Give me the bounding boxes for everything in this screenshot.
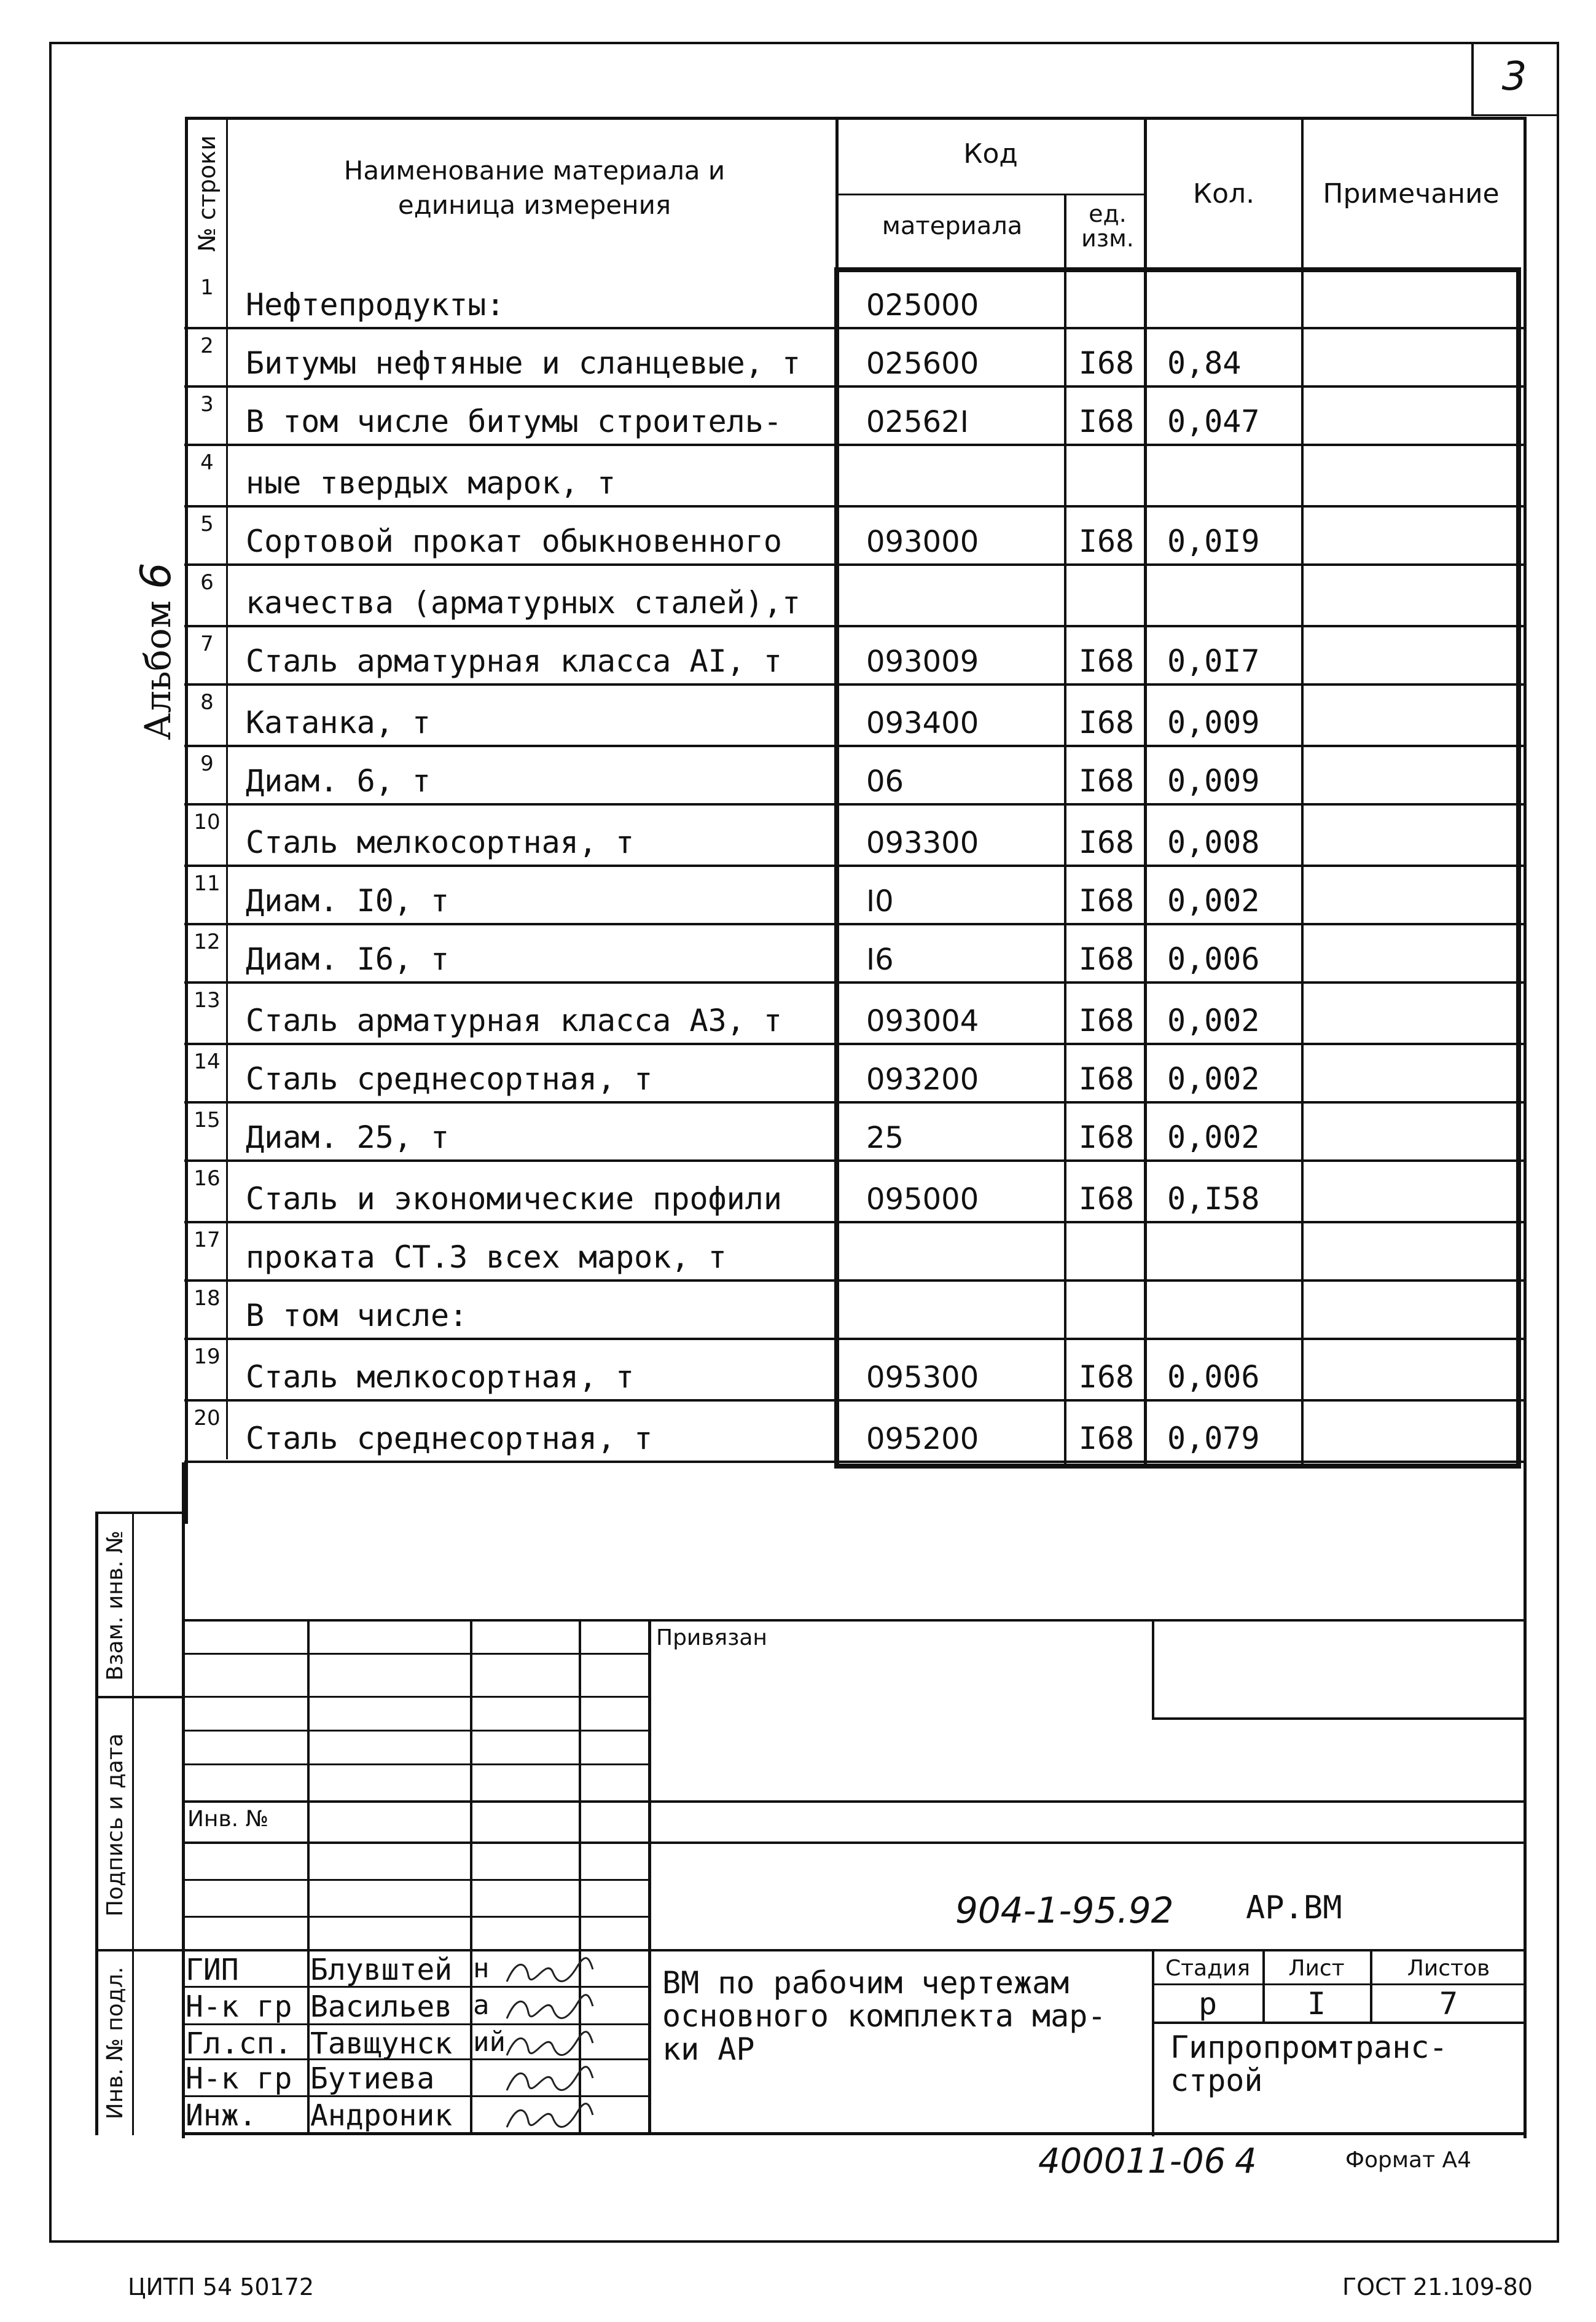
signature-scribble (504, 2028, 596, 2061)
row-n: 14 (194, 1049, 221, 1074)
privyazan-label: Привязан (656, 1625, 767, 1650)
row-qty: 0,I58 (1167, 1181, 1260, 1217)
row-name: Сортовой прокат обыкновенного (246, 524, 782, 559)
row-n: 12 (194, 930, 221, 954)
row-name: В том числе битумы строитель- (246, 404, 782, 439)
row-n: 10 (194, 810, 221, 834)
sign-name_suffix: а (473, 1990, 490, 2021)
row-n: 3 (200, 392, 214, 417)
row-unit: I68 (1078, 1181, 1135, 1217)
row-n: 4 (200, 450, 214, 475)
sign-names: Блувштей (310, 1953, 453, 1987)
header-note: Примечание (1323, 178, 1500, 210)
row-name: Сталь мелкосортная, т (246, 1359, 635, 1395)
row-name: Нефтепродукты: (246, 287, 505, 323)
row-qty: 0,009 (1167, 705, 1260, 740)
row-name: В том числе: (246, 1298, 468, 1333)
inv-no-label: Инв. № (187, 1806, 269, 1832)
row-code: 095300 (866, 1360, 979, 1395)
header-code-unit: ед. изм. (1081, 200, 1134, 252)
signature-scribble (504, 2100, 596, 2133)
page-number: 3 (1501, 54, 1527, 100)
row-unit: I68 (1078, 643, 1135, 679)
row-n: 2 (200, 334, 214, 358)
row-n: 7 (200, 632, 214, 656)
row-n: 17 (194, 1228, 221, 1252)
row-name: Сталь арматурная класса AI, т (246, 643, 782, 679)
album-label: Альбом 6 (132, 562, 181, 740)
row-n: 15 (194, 1108, 221, 1132)
row-name: Диам. 25, т (246, 1120, 450, 1155)
sheets-value: 7 (1439, 1986, 1458, 2022)
signature-scribble (504, 2063, 596, 2096)
row-unit: I68 (1078, 883, 1135, 919)
row-code: 093009 (866, 645, 979, 679)
row-unit: I68 (1078, 941, 1135, 977)
row-n: 5 (200, 512, 214, 536)
sign-names: Тавщунск (310, 2026, 453, 2061)
row-unit: I68 (1078, 1120, 1135, 1155)
doc-code: АР.ВМ (1246, 1889, 1342, 1926)
row-name: Сталь среднесортная, т (246, 1421, 653, 1456)
row-code: 093000 (866, 525, 979, 559)
sign-names: Васильев (310, 1990, 453, 2024)
header-row-no: № строки (194, 135, 221, 252)
row-unit: I68 (1078, 345, 1135, 381)
stage-label: Стадия (1165, 1956, 1251, 1981)
header-qty: Кол. (1192, 178, 1255, 210)
row-unit: I68 (1078, 1061, 1135, 1097)
signature-scribble (504, 1991, 596, 2025)
row-code: 02562I (866, 405, 969, 439)
row-name: Диам. I6, т (246, 941, 450, 977)
row-qty: 0,006 (1167, 1359, 1260, 1395)
row-name: Битумы нефтяные и сланцевые, т (246, 345, 801, 381)
row-unit: I68 (1078, 404, 1135, 439)
row-n: 1 (200, 275, 214, 300)
row-name: Сталь среднесортная, т (246, 1061, 653, 1097)
archive-number: 400011-06 (1038, 2141, 1226, 2181)
row-name: Диам. I0, т (246, 883, 450, 919)
sheet-value: I (1307, 1986, 1326, 2022)
side-label-inv-podl: Инв. № подл. (103, 1966, 128, 2120)
row-name: ные твердых марок, т (246, 465, 616, 501)
row-qty: 0,002 (1167, 1120, 1260, 1155)
row-n: 16 (194, 1166, 221, 1191)
header-code-material: материала (882, 212, 1023, 240)
sheet-label: Лист (1288, 1956, 1345, 1981)
sign-roles: Н-к гр (186, 1990, 292, 2024)
row-unit: I68 (1078, 1359, 1135, 1395)
row-qty: 0,047 (1167, 404, 1260, 439)
row-qty: 0,009 (1167, 763, 1260, 799)
row-n: 20 (194, 1406, 221, 1430)
row-qty: 0,84 (1167, 345, 1242, 381)
footer-left: ЦИТП 54 50172 (128, 2273, 315, 2300)
row-n: 8 (200, 690, 214, 715)
row-n: 9 (200, 751, 214, 776)
row-name: Сталь мелкосортная, т (246, 825, 635, 860)
row-unit: I68 (1078, 763, 1135, 799)
row-code: 06 (866, 764, 904, 799)
organization: Гипропромтранс- строй (1170, 2030, 1448, 2098)
row-n: 13 (194, 988, 221, 1013)
row-name: Катанка, т (246, 705, 431, 740)
row-qty: 0,008 (1167, 825, 1260, 860)
row-unit: I68 (1078, 705, 1135, 740)
row-unit: I68 (1078, 524, 1135, 559)
sheet-description: ВМ по рабочим чертежам основного комплекта мар- ки АР (662, 1965, 1106, 2067)
row-name: проката СТ.3 всех марок, т (246, 1239, 727, 1275)
footer-right: ГОСТ 21.109-80 (1342, 2273, 1533, 2300)
row-code: 093300 (866, 826, 979, 860)
sheet-mark: 4 (1235, 2141, 1257, 2181)
row-code: 093200 (866, 1062, 979, 1097)
row-name: Диам. 6, т (246, 763, 431, 799)
project-code: 904-1-95.92 (955, 1889, 1174, 1931)
row-qty: 0,0I7 (1167, 643, 1260, 679)
sign-roles: Н-к гр (186, 2061, 292, 2096)
row-qty: 0,002 (1167, 1003, 1260, 1038)
row-code: I0 (866, 884, 894, 919)
row-n: 6 (200, 570, 214, 595)
side-label-vzam-inv: Взам. инв. № (103, 1530, 128, 1681)
row-n: 19 (194, 1344, 221, 1369)
row-qty: 0,0I9 (1167, 524, 1260, 559)
sign-names: Андроник (310, 2098, 453, 2133)
side-label-podpis-data: Подпись и дата (103, 1733, 128, 1917)
row-qty: 0,079 (1167, 1421, 1260, 1456)
sign-name_suffix: ий (473, 2026, 506, 2058)
row-qty: 0,002 (1167, 1061, 1260, 1097)
row-qty: 0,002 (1167, 883, 1260, 919)
sign-names: Бутиева (310, 2061, 435, 2096)
row-code: 025600 (866, 347, 979, 381)
sheets-label: Листов (1407, 1956, 1490, 1981)
row-unit: I68 (1078, 825, 1135, 860)
sign-name_suffix: н (473, 1953, 490, 1984)
row-n: 11 (194, 871, 221, 896)
row-name: Сталь и экономические профили (246, 1181, 782, 1217)
row-n: 18 (194, 1286, 221, 1311)
row-name: Сталь арматурная класса A3, т (246, 1003, 782, 1038)
sign-roles: Инж. (186, 2098, 257, 2133)
header-name: Наименование материала и единица измерения (343, 155, 726, 220)
row-code: 093004 (866, 1004, 979, 1038)
header-code: Код (963, 138, 1018, 170)
row-code: 095200 (866, 1422, 979, 1456)
row-code: 025000 (866, 288, 979, 323)
signature-scribble (504, 1954, 596, 1988)
row-code: 25 (866, 1121, 904, 1155)
stage-value: р (1198, 1986, 1218, 2022)
sign-roles: ГИП (186, 1953, 239, 1987)
row-code: 093400 (866, 706, 979, 740)
row-unit: I68 (1078, 1421, 1135, 1456)
row-unit: I68 (1078, 1003, 1135, 1038)
format-label: Формат А4 (1345, 2147, 1472, 2173)
row-code: I6 (866, 943, 894, 977)
sign-roles: Гл.сп. (186, 2026, 292, 2061)
row-qty: 0,006 (1167, 941, 1260, 977)
row-code: 095000 (866, 1182, 979, 1217)
row-name: качества (арматурных сталей),т (246, 585, 801, 621)
